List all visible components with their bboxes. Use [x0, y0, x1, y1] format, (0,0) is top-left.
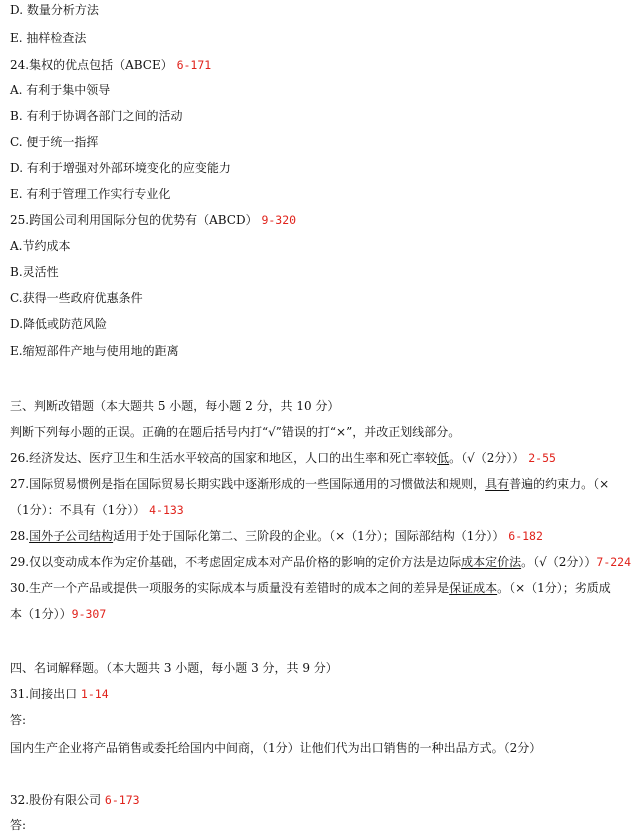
question-32-ref: 6-173	[104, 793, 140, 807]
question-27-post: 普遍的约束力。（×	[509, 477, 610, 491]
q25-option-c: C.获得一些政府优惠条件	[10, 291, 143, 305]
answer-31-text: 国内生产企业将产品销售或委托给国内中间商，（1分）让他们代为出口销售的一种出品方式。（2分）	[10, 741, 542, 755]
question-32	[10, 792, 592, 808]
answer-31-label: 答:	[10, 713, 27, 727]
question-26-underlined: 低	[437, 451, 450, 465]
answer-32-label: 答:	[10, 818, 27, 832]
question-27-underlined: 具有	[485, 477, 510, 491]
question-30-pre: 30.生产一个产品或提供一项服务的实际成本与质量没有差错时的成本之间的差异是	[10, 581, 450, 595]
question-27	[10, 476, 610, 492]
q25-option-d: D.降低或防范风险	[10, 317, 108, 331]
question-29-post: 。（√（2分））	[521, 555, 597, 569]
question-27-cont-text: （1分）：不具有（1分））	[10, 503, 146, 517]
question-25-ref: 9-320	[261, 213, 297, 227]
question-27-cont	[10, 502, 592, 518]
q25-option-a: A.节约成本	[10, 239, 71, 253]
question-30-post: 。（×（1分）；劣质成	[497, 581, 611, 595]
q24-option-e: E. 有利于管理工作实行专业化	[10, 187, 171, 201]
section-3-title: 三、判断改错题（本大题共 5 小题，每小题 2 分，共 10 分）	[10, 399, 340, 413]
question-25	[10, 212, 592, 228]
q25-option-b: B.灵活性	[10, 265, 59, 279]
option-d-line: D. 数量分析方法	[10, 3, 99, 17]
section-3-instruction: 判断下列每小题的正误。正确的在题后括号内打“√”错误的打“×”，并改正划线部分。	[10, 425, 461, 439]
question-31-text: 31.间接出口	[10, 687, 78, 701]
question-30-underlined: 保证成本	[449, 581, 498, 595]
question-32-text: 32.股份有限公司	[10, 793, 102, 807]
q25-option-e: E.缩短部件产地与使用地的距离	[10, 344, 179, 358]
question-27-pre: 27.国际贸易惯例是指在国际贸易长期实践中逐渐形成的一些国际通用的习惯做法和规则，	[10, 477, 486, 491]
question-25-text: 25.跨国公司利用国际分包的优势有（ABCD）	[10, 213, 258, 227]
question-29-ref: 7-224	[596, 555, 631, 569]
question-30	[10, 580, 611, 596]
question-28-underlined: 国外子公司结构	[29, 529, 114, 543]
question-26-post: 。（√（2分））	[449, 451, 525, 465]
question-24	[10, 57, 592, 73]
question-27-ref: 4-133	[149, 503, 184, 517]
question-28-pre: 28.	[10, 529, 30, 543]
option-e-line: E. 抽样检查法	[10, 31, 87, 45]
question-31-ref: 1-14	[80, 687, 109, 701]
q24-option-d: D. 有利于增强对外部环境变化的应变能力	[10, 161, 231, 175]
question-28	[10, 528, 592, 544]
question-24-text: 24.集权的优点包括（ABCE）	[10, 58, 173, 72]
question-31	[10, 686, 592, 702]
question-26-pre: 26.经济发达、医疗卫生和生活水平较高的国家和地区，人口的出生率和死亡率较	[10, 451, 438, 465]
section-4-title: 四、名词解释题。（本大题共 3 小题，每小题 3 分，共 9 分）	[10, 661, 338, 675]
q24-option-b: B. 有利于协调各部门之间的活动	[10, 109, 183, 123]
question-26	[10, 450, 592, 466]
question-30-cont	[10, 606, 592, 622]
question-26-ref: 2-55	[528, 451, 556, 465]
q24-option-c: C. 便于统一指挥	[10, 135, 99, 149]
question-29-underlined: 成本定价法	[461, 555, 522, 569]
question-30-cont-text: 本（1分））	[10, 607, 72, 621]
question-29	[10, 554, 631, 570]
question-24-ref: 6-171	[176, 58, 212, 72]
question-29-pre: 29.仅以变动成本作为定价基础，不考虑固定成本对产品价格的影响的定价方法是边际	[10, 555, 462, 569]
question-30-ref: 9-307	[71, 607, 107, 621]
question-28-post: 适用于处于国际化第二、三阶段的企业。（×（1分）；国际部结构（1分））	[113, 529, 505, 543]
question-28-ref: 6-182	[508, 529, 543, 543]
q24-option-a: A. 有利于集中领导	[10, 83, 111, 97]
